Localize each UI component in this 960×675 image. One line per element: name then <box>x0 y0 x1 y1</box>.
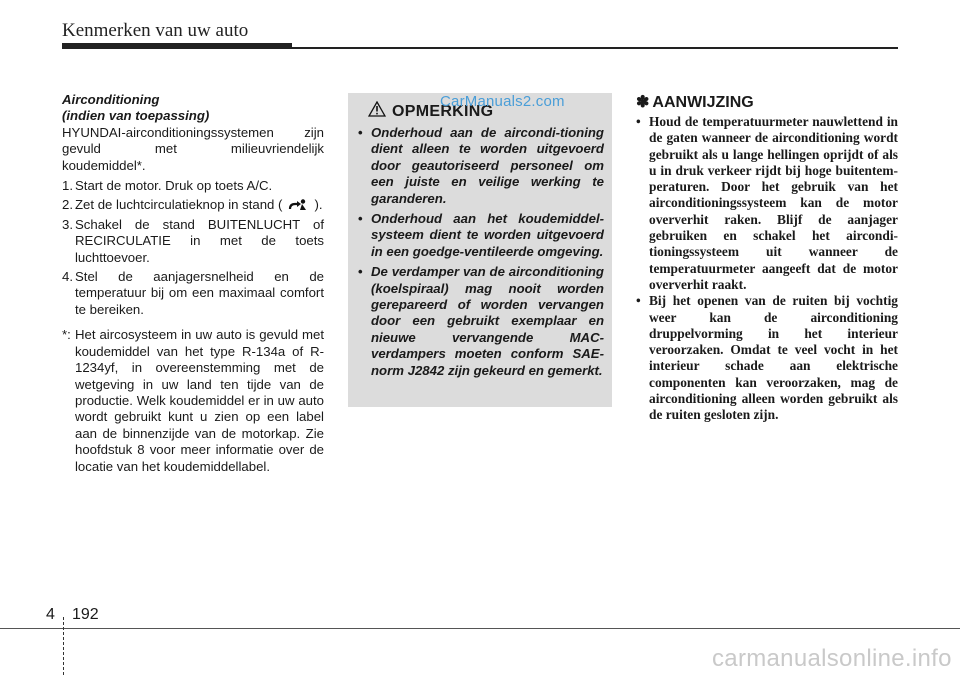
note-item <box>358 211 604 260</box>
bullet-mark: • <box>636 114 641 129</box>
advice-text: Houd de temperatuurmeter nauwlettend in de gaten wanneer de airconditioning wordt gebruikt als u lange hellingen oprijdt of als u in druk verkeer rijdt bij hoge buitentem-peraturen. Door het gebruik van het airconditioningssysteem kan de motor oververhit raken. Blijf de aanjager gebruiken en schakel het aircondi-tioningssysteem uit wanneer de temperatuurmeter aangeeft dat de motor oververhit raakt. <box>649 114 898 292</box>
header-rule-thin <box>292 47 898 49</box>
step-number: 2. <box>62 197 73 213</box>
vent-airflow-icon <box>287 198 309 211</box>
step-text: Start de motor. Druk op toets A/C. <box>75 178 273 194</box>
footer-dashed-divider <box>63 617 64 675</box>
step-3 <box>62 217 324 266</box>
step-text <box>75 197 324 213</box>
asterisk-icon: ✽ <box>636 94 650 111</box>
note-text: Onderhoud aan de aircondi-tioning dient alleen te worden uitgevoerd door geautoriseerd personeel om een juiste en veilige werking te garanderen. <box>371 125 604 206</box>
footnote-mark: *: <box>62 327 71 343</box>
note-list <box>358 125 604 379</box>
step-4 <box>62 269 324 318</box>
step-text: Stel de aanjagersnelheid en de temperatuur bij om een maximaal comfort te bereiken. <box>75 269 324 317</box>
step-text-after-icon: ). <box>314 197 323 213</box>
note-title: OPMERKING <box>392 103 494 120</box>
advice-section <box>636 92 898 424</box>
steps-list <box>62 178 324 318</box>
bullet-mark: • <box>358 211 363 227</box>
note-box <box>348 93 612 407</box>
refrigerant-footnote <box>62 327 324 475</box>
advice-item <box>636 293 898 423</box>
step-text-before-icon: Zet de luchtcirculatieknop in stand ( <box>75 197 283 213</box>
note-text: De verdamper van de airconditioning (koelspiraal) mag nooit worden gerepareerd of worden vervangen door een gebruikt exemplaar en nieuwe vervangende MAC-verdampers moeten conform SAE-norm J2842 zijn gekeurd en gemerkt. <box>371 264 604 378</box>
advice-text: Bij het openen van de ruiten bij vochtig weer kan de airconditioning druppelvorming in het interieur veroorzaken. Omdat te veel vocht in het interieur schade aan elektrische componenten kan veroorzaken, mag de airconditioning alleen worden gebruikt als de ruiten gesloten zijn. <box>649 293 898 423</box>
bullet-mark: • <box>358 264 363 280</box>
intro-text-line1: HYUNDAI-airconditioningssystemen zijn gevuld met milieuvriendelijk <box>62 124 324 157</box>
note-text: Onderhoud aan het koudemiddel-systeem dient te worden uitgevoerd in een goedge-ventileerde omgeving. <box>371 211 604 259</box>
advice-title: AANWIJZING <box>652 94 754 111</box>
note-item <box>358 264 604 379</box>
note-header <box>358 93 604 123</box>
bullet-mark: • <box>636 293 641 309</box>
step-2 <box>62 197 324 213</box>
step-number: 3. <box>62 216 73 232</box>
step-1 <box>62 178 324 194</box>
step-number: 1. <box>62 178 73 194</box>
chapter-number: 4 <box>46 606 55 623</box>
airconditioning-section <box>62 92 324 475</box>
site-watermark: carmanualsonline.info <box>712 645 952 672</box>
intro-text-line2: koudemiddel*. <box>62 157 146 173</box>
warning-triangle-icon <box>368 101 386 117</box>
section-heading: Airconditioning <box>62 92 160 107</box>
step-text: Schakel de stand BUITENLUCHT of RECIRCULATIE in met de toets luchttoevoer. <box>75 216 324 265</box>
header-rule-thick <box>62 43 292 49</box>
watermark-link[interactable]: CarManuals2.com <box>440 93 565 110</box>
advice-item <box>636 114 898 293</box>
note-item <box>358 125 604 207</box>
advice-header <box>636 92 898 112</box>
step-number: 4. <box>62 269 73 285</box>
footer-rule <box>0 628 960 629</box>
page-number: 192 <box>72 606 99 623</box>
section-subheading: (indien van toepassing) <box>62 108 210 124</box>
page-header-title: Kenmerken van uw auto <box>62 20 249 41</box>
footnote-text: Het aircosysteem in uw auto is gevuld met koudemiddel van het type R-134a of R- 1234yf, in overeenstemming met de wetgeving in uw land ten tijde van de productie. Welk koudemiddel er in uw auto wordt gebruikt kunt u zien op een label aan de binnenzijde van de motorkap. Zie hoofdstuk 8 voor meer informatie over de locatie van het koudemiddellabel. <box>75 327 324 474</box>
bullet-mark: • <box>358 125 363 140</box>
advice-list <box>636 114 898 424</box>
